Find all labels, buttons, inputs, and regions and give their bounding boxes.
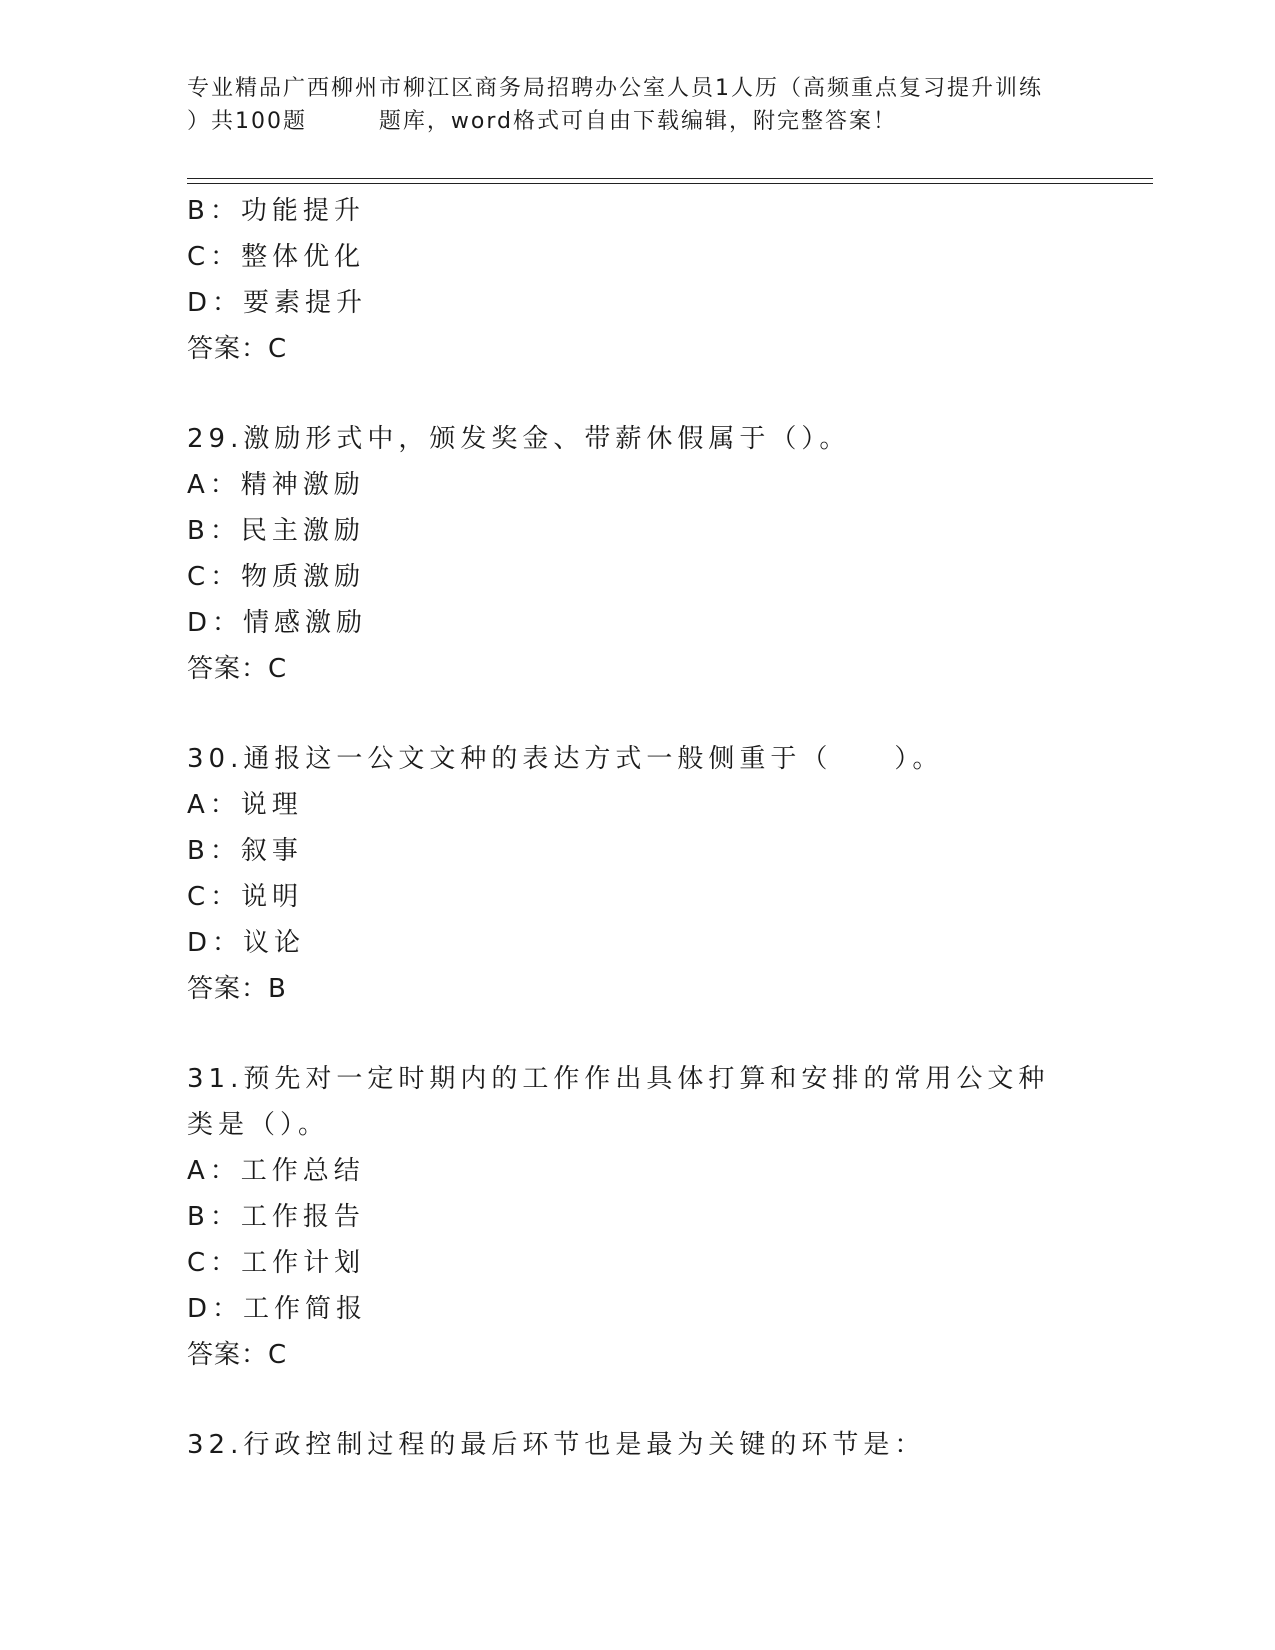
question-28-continued — [187, 188, 1087, 372]
header-line-2: ）共100题 题库，word格式可自由下载编辑，附完整答案！ — [187, 109, 898, 134]
question-list — [187, 188, 1087, 1468]
option-b: B：叙事 — [187, 836, 303, 866]
option-a: A：说理 — [187, 790, 303, 820]
option-d: D：要素提升 — [187, 288, 368, 318]
header-divider-top — [187, 178, 1153, 179]
option-a: A：精神激励 — [187, 470, 365, 500]
option-c: C：物质激励 — [187, 562, 366, 592]
question-stem: 32.行政控制过程的最后环节也是最为关键的环节是： — [187, 1430, 926, 1460]
option-b: B：工作报告 — [187, 1202, 365, 1232]
option-c: C：说明 — [187, 882, 304, 912]
question-31 — [187, 1056, 1087, 1378]
answer: 答案：C — [187, 654, 288, 684]
option-a: A：工作总结 — [187, 1156, 365, 1186]
option-c: C：整体优化 — [187, 242, 366, 272]
question-30 — [187, 736, 1087, 1012]
question-stem: 29.激励形式中，颁发奖金、带薪休假属于（）。 — [187, 424, 851, 454]
answer: 答案：C — [187, 1340, 288, 1370]
header-divider-bottom — [187, 183, 1153, 184]
option-c: C：工作计划 — [187, 1248, 366, 1278]
question-29 — [187, 416, 1087, 692]
header-line-1: 专业精品广西柳州市柳江区商务局招聘办公室人员1人历（高频重点复习提升训练 — [187, 76, 1043, 101]
answer: 答案：B — [187, 974, 287, 1004]
answer: 答案：C — [187, 334, 288, 364]
question-stem: 30.通报这一公文文种的表达方式一般侧重于（ ）。 — [187, 744, 944, 774]
question-stem: 31.预先对一定时期内的工作作出具体打算和安排的常用公文种类是（）。 — [187, 1064, 1050, 1140]
option-d: D：工作简报 — [187, 1294, 368, 1324]
option-d: D：议论 — [187, 928, 306, 958]
option-d: D：情感激励 — [187, 608, 368, 638]
question-32 — [187, 1422, 1087, 1468]
option-b: B：民主激励 — [187, 516, 365, 546]
document-header — [187, 72, 1087, 138]
option-b: B：功能提升 — [187, 196, 365, 226]
